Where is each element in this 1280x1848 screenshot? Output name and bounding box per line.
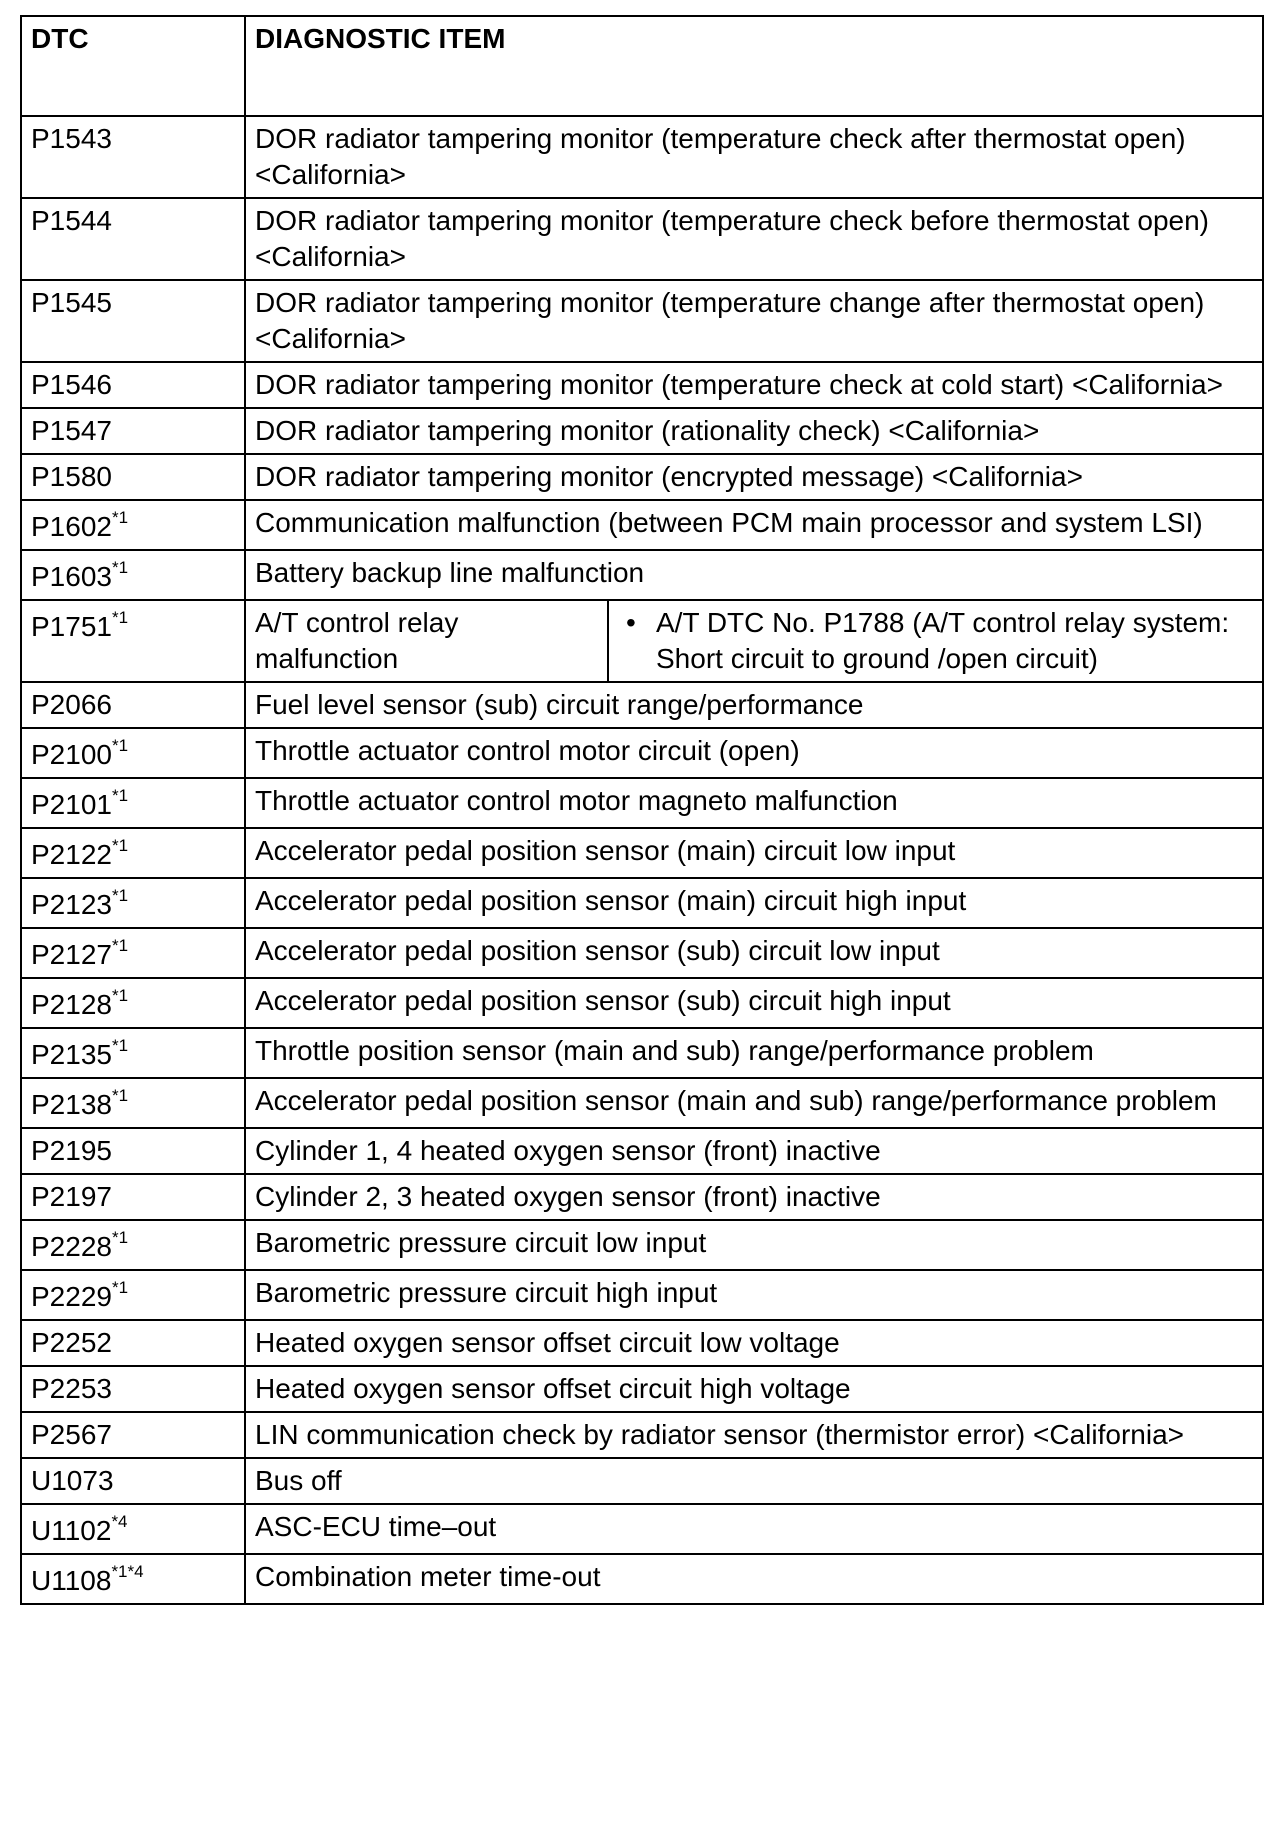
- diagnostic-item: Accelerator pedal position sensor (sub) circuit high input: [245, 978, 1263, 1028]
- table-row: [21, 408, 1263, 454]
- dtc-code: P1603: [31, 561, 112, 592]
- dtc-code-cell: [21, 1270, 245, 1320]
- dtc-code-cell: [21, 1174, 245, 1220]
- dtc-footnote-marker: *1: [111, 885, 129, 905]
- diagnostic-item: Bus off: [245, 1458, 1263, 1504]
- dtc-code-cell: [21, 1128, 245, 1174]
- diagnostic-item: DOR radiator tampering monitor (temperature check before thermostat open) <California>: [245, 198, 1263, 280]
- diagnostic-item: DOR radiator tampering monitor (temperature check after thermostat open) <California>: [245, 116, 1263, 198]
- dtc-footnote-marker: *1: [111, 935, 129, 955]
- dtc-code-cell: [21, 600, 245, 682]
- dtc-code: P1547: [31, 415, 112, 446]
- table-row: [21, 1366, 1263, 1412]
- dtc-footnote-marker: *1: [111, 1277, 129, 1297]
- table-row: [21, 1128, 1263, 1174]
- diagnostic-note-list: [618, 605, 1254, 677]
- dtc-code-cell: [21, 1320, 245, 1366]
- dtc-code-cell: [21, 362, 245, 408]
- dtc-code: P1544: [31, 205, 112, 236]
- table-row: [21, 1504, 1263, 1554]
- dtc-code-cell: [21, 116, 245, 198]
- diagnostic-item: Barometric pressure circuit high input: [245, 1270, 1263, 1320]
- dtc-code-cell: [21, 1028, 245, 1078]
- dtc-header: DTC: [21, 16, 245, 116]
- dtc-code-cell: [21, 500, 245, 550]
- dtc-code: P2122: [31, 839, 112, 870]
- diagnostic-note-cell: [608, 600, 1263, 682]
- diagnostic-item: Throttle actuator control motor magneto malfunction: [245, 778, 1263, 828]
- dtc-code-cell: [21, 1504, 245, 1554]
- dtc-code: P2138: [31, 1089, 112, 1120]
- dtc-code-cell: [21, 878, 245, 928]
- dtc-code: P1543: [31, 123, 112, 154]
- table-row: [21, 878, 1263, 928]
- diagnostic-item: Throttle position sensor (main and sub) range/performance problem: [245, 1028, 1263, 1078]
- dtc-code: U1108: [31, 1565, 112, 1596]
- dtc-code-cell: [21, 408, 245, 454]
- table-row: [21, 978, 1263, 1028]
- dtc-footnote-marker: *1: [111, 835, 129, 855]
- diagnostic-item-header: DIAGNOSTIC ITEM: [245, 16, 1263, 116]
- table-row: [21, 1320, 1263, 1366]
- dtc-footnote-marker: *1: [111, 1035, 129, 1055]
- dtc-code-cell: [21, 280, 245, 362]
- dtc-footnote-marker: *4: [111, 1511, 128, 1531]
- dtc-footnote-marker: *1: [111, 557, 129, 577]
- dtc-footnote-marker: *1: [111, 1227, 129, 1247]
- dtc-code: P2195: [31, 1135, 112, 1166]
- dtc-code-cell: [21, 550, 245, 600]
- dtc-code: P2253: [31, 1373, 112, 1404]
- diagnostic-item: Heated oxygen sensor offset circuit low voltage: [245, 1320, 1263, 1366]
- diagnostic-item: DOR radiator tampering monitor (temperature check at cold start) <California>: [245, 362, 1263, 408]
- diagnostic-note: • A/T DTC No. P1788 (A/T control relay system: Short circuit to ground /open circuit): [656, 605, 1254, 677]
- dtc-code-cell: [21, 1554, 245, 1604]
- table-row: [21, 198, 1263, 280]
- table-row: [21, 928, 1263, 978]
- diagnostic-item: Fuel level sensor (sub) circuit range/performance: [245, 682, 1263, 728]
- dtc-code-cell: [21, 1412, 245, 1458]
- table-row: [21, 1174, 1263, 1220]
- dtc-code-cell: [21, 1458, 245, 1504]
- dtc-table-body: [21, 16, 1263, 1604]
- dtc-code: U1102: [31, 1515, 112, 1546]
- dtc-code-cell: [21, 682, 245, 728]
- dtc-footnote-marker: *1: [111, 1085, 129, 1105]
- table-row: [21, 828, 1263, 878]
- dtc-code: U1073: [31, 1465, 114, 1496]
- table-row: [21, 682, 1263, 728]
- table-row: [21, 1028, 1263, 1078]
- dtc-footnote-marker: *1: [111, 507, 129, 527]
- diagnostic-item: DOR radiator tampering monitor (rationality check) <California>: [245, 408, 1263, 454]
- dtc-code: P2127: [31, 939, 112, 970]
- dtc-code: P2100: [31, 739, 112, 770]
- dtc-code: P2252: [31, 1327, 112, 1358]
- dtc-footnote-marker: *1*4: [111, 1561, 144, 1581]
- table-row: [21, 550, 1263, 600]
- table-row: [21, 500, 1263, 550]
- dtc-code: P2066: [31, 689, 112, 720]
- table-row: [21, 1554, 1263, 1604]
- dtc-footnote-marker: *1: [111, 735, 129, 755]
- dtc-code-cell: [21, 1078, 245, 1128]
- diagnostic-item: Accelerator pedal position sensor (sub) circuit low input: [245, 928, 1263, 978]
- dtc-footnote-marker: *1: [111, 607, 129, 627]
- dtc-code: P1751: [31, 611, 112, 642]
- diagnostic-item: DOR radiator tampering monitor (encrypted message) <California>: [245, 454, 1263, 500]
- dtc-code-cell: [21, 728, 245, 778]
- diagnostic-item: Accelerator pedal position sensor (main) circuit low input: [245, 828, 1263, 878]
- diagnostic-item: Throttle actuator control motor circuit (open): [245, 728, 1263, 778]
- dtc-code: P1602: [31, 511, 112, 542]
- table-row: [21, 1270, 1263, 1320]
- dtc-footnote-marker: *1: [111, 985, 129, 1005]
- dtc-code: P2228: [31, 1231, 112, 1262]
- dtc-code: P1545: [31, 287, 112, 318]
- table-row: [21, 280, 1263, 362]
- diagnostic-item: Battery backup line malfunction: [245, 550, 1263, 600]
- dtc-code-cell: [21, 454, 245, 500]
- dtc-code: P2135: [31, 1039, 112, 1070]
- table-row: [21, 1458, 1263, 1504]
- dtc-code-cell: [21, 778, 245, 828]
- diagnostic-item: Communication malfunction (between PCM main processor and system LSI): [245, 500, 1263, 550]
- dtc-code-cell: [21, 928, 245, 978]
- diagnostic-item: Combination meter time-out: [245, 1554, 1263, 1604]
- diagnostic-item: Cylinder 2, 3 heated oxygen sensor (front) inactive: [245, 1174, 1263, 1220]
- table-row: [21, 454, 1263, 500]
- diagnostic-item: A/T control relay malfunction: [245, 600, 608, 682]
- diagnostic-item: ASC-ECU time–out: [245, 1504, 1263, 1554]
- dtc-code: P1546: [31, 369, 112, 400]
- table-row: [21, 600, 1263, 682]
- diagnostic-item: Cylinder 1, 4 heated oxygen sensor (front) inactive: [245, 1128, 1263, 1174]
- dtc-code: P2101: [31, 789, 112, 820]
- dtc-table: [20, 15, 1264, 1605]
- dtc-code-cell: [21, 1366, 245, 1412]
- dtc-code: P2567: [31, 1419, 112, 1450]
- table-header-row: [21, 16, 1263, 116]
- diagnostic-item: Accelerator pedal position sensor (main and sub) range/performance problem: [245, 1078, 1263, 1128]
- dtc-code-cell: [21, 198, 245, 280]
- dtc-code: P2123: [31, 889, 112, 920]
- diagnostic-item: Heated oxygen sensor offset circuit high voltage: [245, 1366, 1263, 1412]
- dtc-code: P2128: [31, 989, 112, 1020]
- diagnostic-item: LIN communication check by radiator sensor (thermistor error) <California>: [245, 1412, 1263, 1458]
- table-row: [21, 116, 1263, 198]
- dtc-code: P2197: [31, 1181, 112, 1212]
- diagnostic-item: Accelerator pedal position sensor (main) circuit high input: [245, 878, 1263, 928]
- table-row: [21, 728, 1263, 778]
- dtc-code: P1580: [31, 461, 112, 492]
- dtc-code-cell: [21, 1220, 245, 1270]
- dtc-footnote-marker: *1: [111, 785, 129, 805]
- diagnostic-item: DOR radiator tampering monitor (temperature change after thermostat open) <California>: [245, 280, 1263, 362]
- dtc-code: P2229: [31, 1281, 112, 1312]
- dtc-code-cell: [21, 978, 245, 1028]
- table-row: [21, 1078, 1263, 1128]
- table-row: [21, 778, 1263, 828]
- table-row: [21, 1220, 1263, 1270]
- table-row: [21, 362, 1263, 408]
- diagnostic-item: Barometric pressure circuit low input: [245, 1220, 1263, 1270]
- dtc-code-cell: [21, 828, 245, 878]
- table-row: [21, 1412, 1263, 1458]
